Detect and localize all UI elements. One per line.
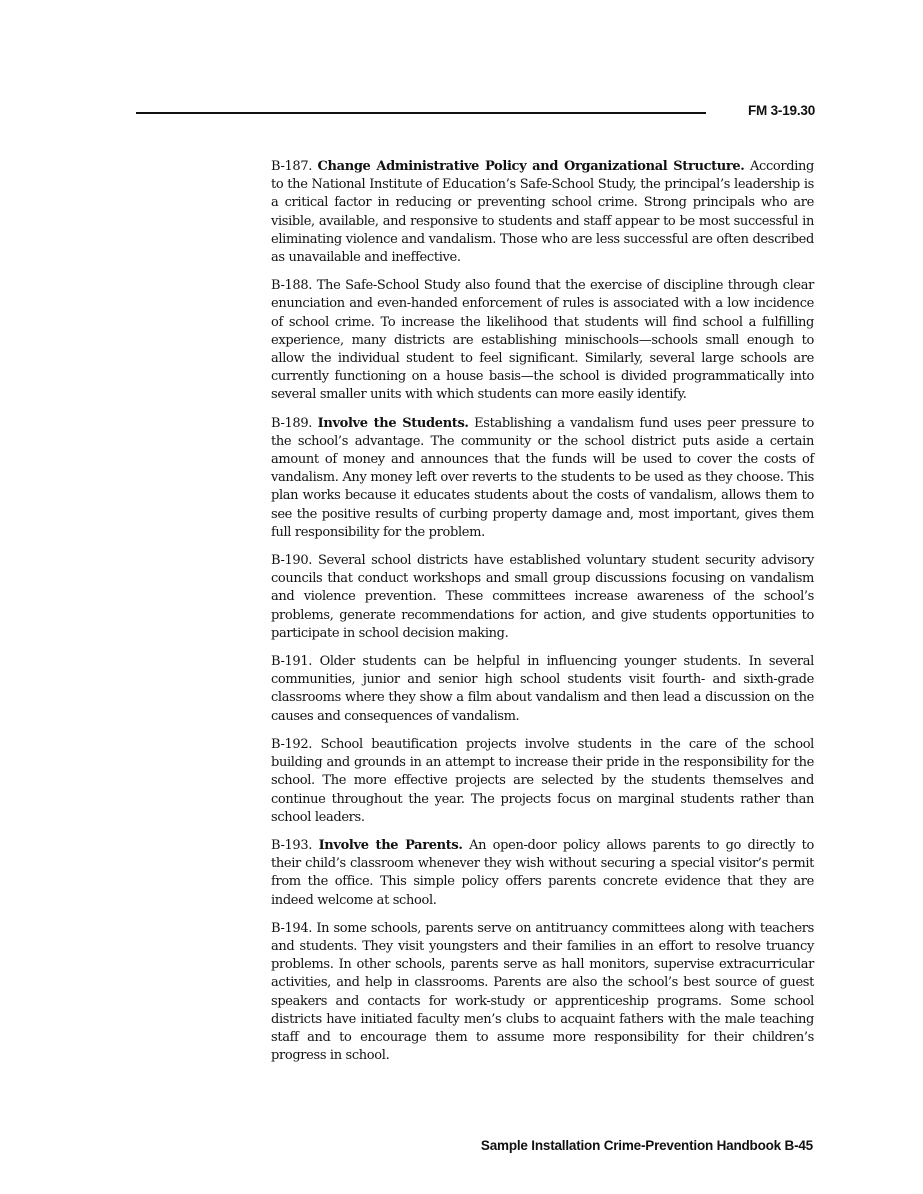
page-footer: Sample Installation Crime-Prevention Handbook B-45 xyxy=(480,1138,813,1153)
paragraph-text: In some schools, parents serve on antitruancy committees along with teachers and students. They visit youngsters and their families in an effort to resolve truancy problems. In other schools, parents serve as hall monitors, supervise extracurricular activities, and help in classrooms. Parents are also the school’s best source of guest speakers and contacts for work-study or apprenticeship programs. Some school districts have initiated faculty men’s clubs to acquaint fathers with the male teaching staff and to encourage them to assume more responsibility for their children’s progress in school. xyxy=(271,920,814,1064)
document-id: FM 3-19.30 xyxy=(747,103,815,118)
paragraph-text: Several school districts have established voluntary student security advisory councils that conduct workshops and small group discussions focusing on vandalism and violence prevention. These committees increase awareness of the school’s problems, generate recommendations for action, and give students opportunities to participate in school decision making. xyxy=(271,553,814,641)
paragraph-number: B-189. xyxy=(271,415,313,431)
paragraph-number: B-192. xyxy=(271,736,313,752)
paragraph-number: B-188. xyxy=(271,278,313,294)
paragraph-number: B-193. xyxy=(271,837,313,853)
paragraph-number: B-190. xyxy=(271,553,313,569)
paragraph-number: B-194. xyxy=(271,920,313,936)
paragraph-heading: Involve the Students. xyxy=(317,415,469,431)
paragraph-b-187 xyxy=(271,158,814,267)
paragraph-text: Older students can be helpful in influencing younger students. In several communities, junior and senior high school students visit fourth- and sixth-grade classrooms where they show a film about vandalism and then lead a discussion on the causes and consequences of vandalism. xyxy=(271,654,814,724)
paragraph-text: Establishing a vandalism fund uses peer pressure to the school’s advantage. The community or the school district puts aside a certain amount of money and announces that the funds will be used to cover the costs of vandalism. Any money left over reverts to the students to be used as they choose. This plan works because it educates students about the costs of vandalism, allows them to see the positive results of curbing property damage and, most important, gives them full responsibility for the problem. xyxy=(271,415,814,540)
paragraph-number: B-191. xyxy=(271,654,313,670)
page-body xyxy=(271,158,814,1075)
paragraph-b-188 xyxy=(271,277,814,404)
paragraph-b-190 xyxy=(271,552,814,643)
paragraph-text: The Safe-School Study also found that the exercise of discipline through clear enunciation and even-handed enforcement of rules is associated with a low incidence of school crime. To increase the likelihood that students will find school a fulfilling experience, many districts are establishing minischools—schools small enough to allow the individual student to feel significant. Similarly, several large schools are currently functioning on a house basis—the school is divided programmatically into several smaller units with which students can more easily identify. xyxy=(271,278,814,403)
paragraph-number: B-187. xyxy=(271,159,313,174)
paragraph-b-189 xyxy=(271,415,814,542)
paragraph-b-194 xyxy=(271,920,814,1066)
header-rule xyxy=(136,112,706,114)
paragraph-heading: Change Administrative Policy and Organizational Structure. xyxy=(317,159,745,174)
paragraph-text: According to the National Institute of Education’s Safe-School Study, the principal’s leadership is a critical factor in reducing or preventing school crime. Strong principals who are visible, available, and responsive to students and staff appear to be most successful in eliminating violence and vandalism. Those who are less successful are often described as unavailable and ineffective. xyxy=(271,159,814,266)
paragraph-b-192 xyxy=(271,736,814,827)
paragraph-b-193 xyxy=(271,837,814,910)
paragraph-text: School beautification projects involve students in the care of the school building and grounds in an attempt to increase their pride in the responsibility for the school. The more effective projects are selected by the students themselves and continue throughout the year. The projects focus on marginal students rather than school leaders. xyxy=(271,736,814,825)
paragraph-b-191 xyxy=(271,653,814,726)
paragraph-heading: Involve the Parents. xyxy=(318,837,463,853)
paragraph-text: An open-door policy allows parents to go directly to their child’s classroom whenever they wish without securing a special visitor’s permit from the office. This simple policy offers parents concrete evidence that they are indeed welcome at school. xyxy=(271,837,814,908)
